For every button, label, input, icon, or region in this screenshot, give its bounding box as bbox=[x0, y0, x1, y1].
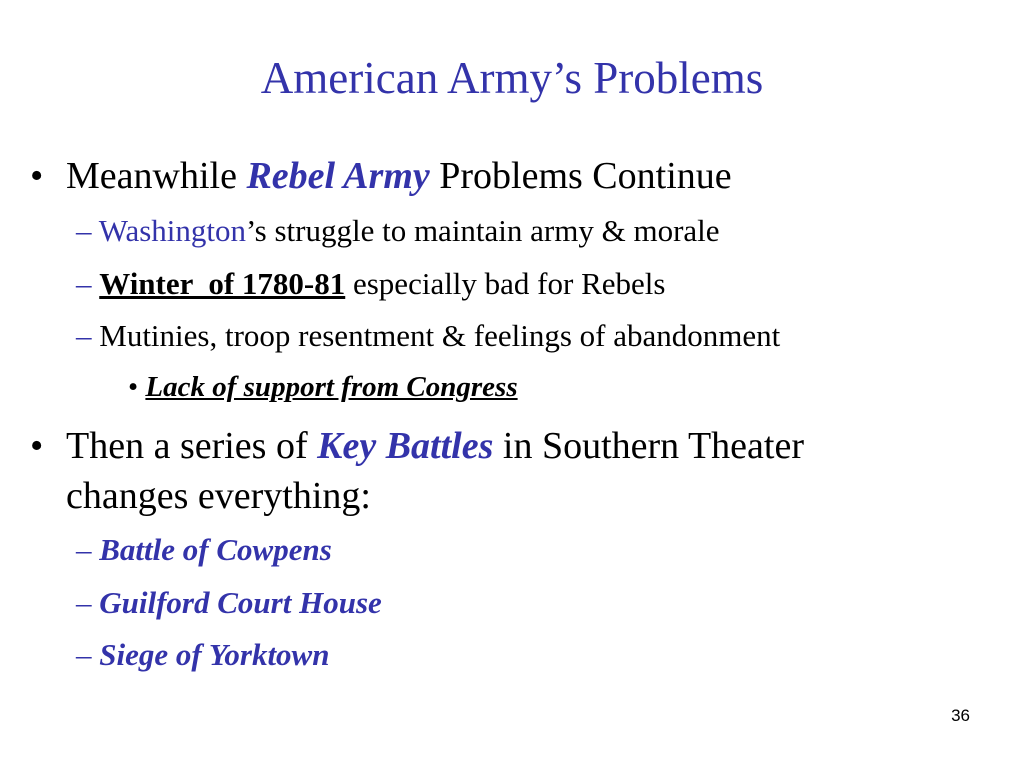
bullet-key-battles-text bbox=[66, 424, 804, 468]
dash-marker: – bbox=[76, 213, 92, 248]
dash-marker: – bbox=[76, 637, 92, 672]
sub-bullet-text: Mutinies, troop resentment & feelings of abandonment bbox=[99, 318, 781, 353]
sub-bullet-text: ’s struggle to maintain army & morale bbox=[246, 213, 720, 248]
dash-marker: – bbox=[76, 532, 92, 567]
dash-marker: – bbox=[76, 318, 92, 353]
bullet-text: Problems Continue bbox=[429, 155, 732, 197]
emphasis-congress: Lack of support from Congress bbox=[145, 371, 518, 403]
emphasis-key-battles: Key Battles bbox=[317, 425, 494, 467]
sub-bullet-mutinies bbox=[76, 318, 780, 354]
sub-bullet-washington bbox=[76, 213, 720, 249]
emphasis-winter: Winter of 1780-81 bbox=[99, 266, 346, 301]
bullet-text: changes everything: bbox=[66, 475, 371, 517]
bullet-key-battles bbox=[30, 424, 43, 468]
sub-sub-marker: • bbox=[128, 371, 139, 403]
bullet-key-battles-line2 bbox=[66, 474, 371, 518]
sub-bullet-yorktown bbox=[76, 637, 329, 673]
sub-bullet-cowpens bbox=[76, 532, 332, 568]
dash-marker: – bbox=[76, 266, 92, 301]
sub-bullet-guilford bbox=[76, 585, 382, 621]
dash-marker: – bbox=[76, 585, 92, 620]
emphasis-rebel-army: Rebel Army bbox=[246, 155, 430, 197]
bullet-text: Then a series of bbox=[66, 425, 318, 467]
slide-title: American Army’s Problems bbox=[260, 53, 764, 103]
sub-sub-bullet-congress bbox=[128, 370, 518, 404]
bullet-rebel-army-text bbox=[66, 154, 732, 198]
battle-yorktown: Siege of Yorktown bbox=[99, 637, 330, 672]
bullet-rebel-army bbox=[30, 154, 43, 198]
bullet-marker: • bbox=[30, 155, 44, 197]
battle-guilford: Guilford Court House bbox=[99, 585, 382, 620]
page-number: 36 bbox=[951, 706, 970, 725]
sub-bullet-winter bbox=[76, 266, 665, 302]
sub-bullet-text: especially bad for Rebels bbox=[345, 266, 666, 301]
bullet-text: in Southern Theater bbox=[493, 425, 804, 467]
battle-cowpens: Battle of Cowpens bbox=[99, 532, 332, 567]
bullet-marker: • bbox=[30, 425, 44, 467]
bullet-text: Meanwhile bbox=[66, 155, 247, 197]
emphasis-washington: Washington bbox=[98, 213, 247, 248]
